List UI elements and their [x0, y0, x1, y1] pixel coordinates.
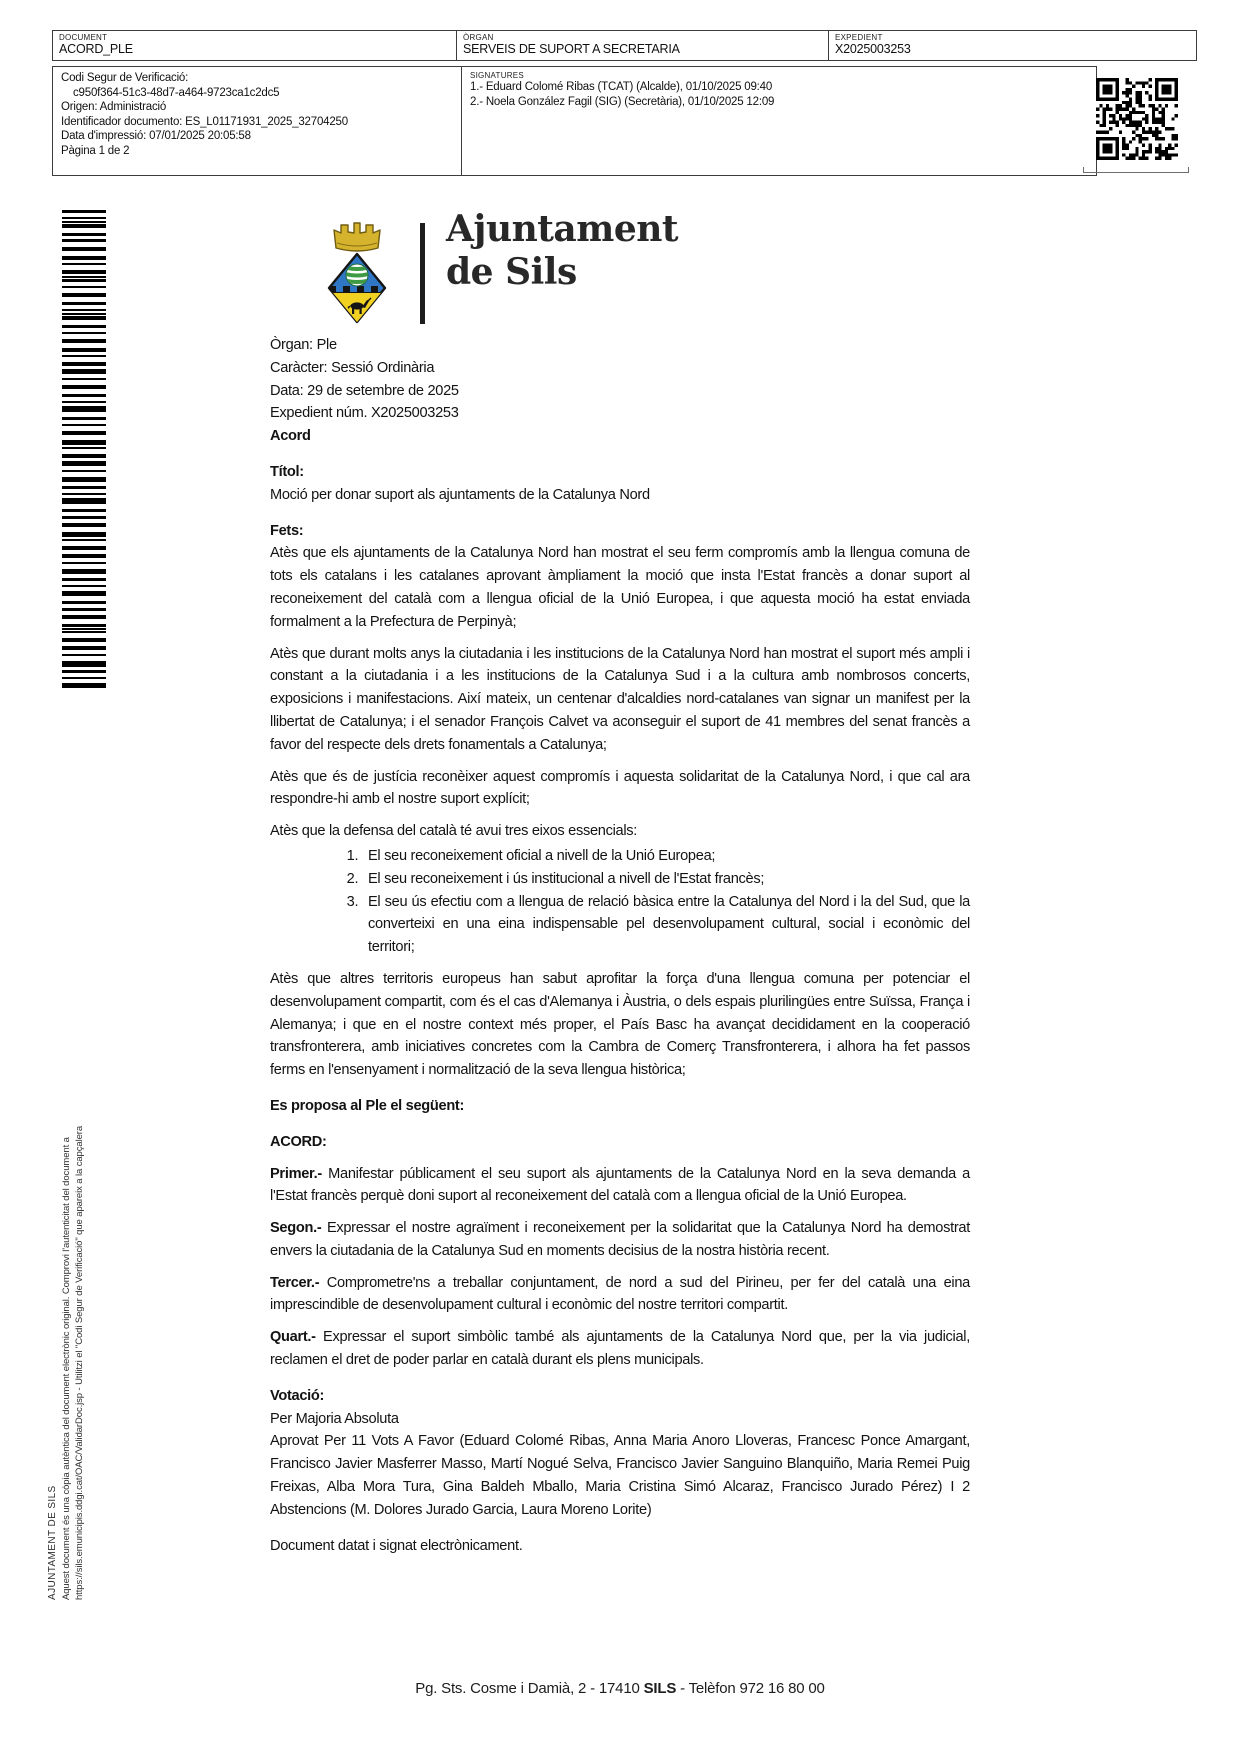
- heading-votacio: Votació:: [270, 1387, 325, 1404]
- qr-frame-bracket: [1083, 167, 1189, 173]
- sidebar-validation-url: https://sils.emunicipis.ddgi.cat/OAC/ValidarDoc.jsp - Utilitzi el "Codi Segur de Verificació" que apareix a la capçalera: [73, 1125, 85, 1600]
- signature-entry-1: 1.- Eduard Colomé Ribas (TCAT) (Alcalde), 01/10/2025 09:40: [470, 81, 773, 93]
- header-verification-table: [52, 66, 1097, 176]
- sidebar-authenticity-block: [46, 938, 96, 1600]
- paragraph-quart: Quart.- Expressar el suport simbòlic també als ajuntaments de la Catalunya Nord que, per la via judicial, reclamen el dret de poder parlar en català durant els plens municipals.: [270, 1329, 970, 1369]
- meta-caracter: Caràcter: Sessió Ordinària: [270, 359, 435, 376]
- paragraph-fets-2: Atès que durant molts anys la ciutadania i les institucions de la Catalunya Nord han mostrat el suport més ampli i constant a la ciutadania i a les institucions de la Catalunya Sud i a la cultura amb nombrosos concerts, exposicions i manifestacions. Així mateix, un centenar d'alcaldies nord-catalanes van signar un manifest per la llibertat de Catalunya; i el senador François Calvet va aconseguir el suport de 41 membres del senat francès a favor del respecte dels drets fonamentals a Catalunya;: [270, 645, 970, 753]
- heading-fets: Fets:: [270, 522, 304, 539]
- page-number-line: Pàgina 1 de 2: [61, 144, 130, 157]
- votacio-resultat: Aprovat Per 11 Vots A Favor (Eduard Colomé Ribas, Anna Maria Anoro Lloveras, Francesc Ponce Amargant, Francisco Javier Masferrer Masso, Martí Nogué Selva, Francisco Javier Sanguino Blanquiño, Maria Remei Puig Freixas, Alba Mora Tura, Gina Baldeh Mballo, Maria Cristina Simó Alcaraz, Francisco Jurado Pérez) I 2 Abstencions (M. Dolores Jurado Garcia, Laura Moreno Lorite): [270, 1433, 970, 1518]
- meta-data: Data: 29 de setembre de 2025: [270, 382, 459, 399]
- verification-cell: [53, 67, 462, 175]
- organ-label: ÒRGAN: [463, 33, 494, 42]
- paragraph-primer: Primer.- Manifestar públicament el seu suport als ajuntaments de la Catalunya Nord en la seva demanda a l'Estat francès perquè doni suport al reconeixement del català com a llengua oficial de la Unió Europea.: [270, 1165, 970, 1205]
- doc-identifier-line: Identificador documento: ES_L01171931_2025_32704250: [61, 115, 348, 128]
- closing-statement: Document datat i signat electrònicament.: [270, 1537, 523, 1554]
- titol-text: Moció per donar suport als ajuntaments de la Catalunya Nord: [270, 486, 650, 503]
- document-label: DOCUMENT: [59, 33, 108, 42]
- meta-organ: Òrgan: Ple: [270, 337, 337, 353]
- csv-label: Codi Segur de Verificació:: [61, 72, 189, 84]
- expedient-value: X2025003253: [835, 42, 911, 56]
- meta-acord: Acord: [270, 428, 311, 445]
- header-cell-expedient: [829, 31, 1196, 60]
- paragraph-fets-1: Atès que els ajuntaments de la Catalunya Nord han mostrat el seu ferm compromís amb la llengua comuna de tots els catalans i les catalanes aprovant àmpliament la moció que insta l'Estat francès a donar suport al reconeixement del català com a llengua oficial de la Unió Europea, i que aquesta moció ha estat enviada formalment a la Prefectura de Perpinyà;: [270, 545, 970, 630]
- document-body: [270, 334, 970, 1557]
- paragraph-fets-5: Atès que altres territoris europeus han sabut aprofitar la força d'una llengua comuna per potenciar el desenvolupament compartit, com és el cas d'Alemanya i Àustria, o dels espais plurilingües entre Suïssa, França i Alemanya; i que en el nostre context més proper, el País Basc ha avançat decididament en la cooperació transfronterera, amb iniciatives concretes com la Cambra de Comerç Transfronterera, i alhora ha fet passos ferms en l'ensenyament i normalització de la seva llengua històrica;: [270, 970, 970, 1079]
- paragraph-segon: Segon.- Expressar el nostre agraïment i reconeixement per la solidaritat que la Catalunya Nord ha demostrat envers la ciutadania de la Catalunya Sud en moments decisius de la nostra història recent.: [270, 1220, 970, 1259]
- heading-titol: Títol:: [270, 463, 304, 480]
- logo-wordmark: [446, 208, 678, 294]
- paragraph-fets-3: Atès que és de justícia reconèixer aquest compromís i aquesta solidaritat de la Catalunya Nord, i que cal ara respondre-hi amb el nostre suport explícit;: [270, 768, 970, 808]
- sidebar-authenticity-line1: Aquest document és una còpia autèntica del document electrònic original. Comprovi l'autenticitat del document a: [61, 1137, 72, 1600]
- list-item: 1. El seu reconeixement oficial a nivell de la Unió Europea;: [362, 845, 970, 868]
- document-value: ACORD_PLE: [59, 42, 133, 56]
- list-item: 2. El seu reconeixement i ús institucional a nivell de l'Estat francès;: [362, 868, 970, 891]
- paragraph-tercer: Tercer.- Comprometre'ns a treballar conjuntament, de nord a sud del Pirineu, per fer del català una eina imprescindible de desenvolupament cultural i econòmic del nostre territori compartit.: [270, 1274, 970, 1314]
- signatures-label: SIGNATURES: [470, 71, 524, 80]
- header-cell-organ: [457, 31, 829, 60]
- logo-wordmark-line2: de Sils: [446, 251, 577, 293]
- mural-crown-icon: [334, 223, 380, 251]
- signature-entry-2: 2.- Noela González Fagil (SIG) (Secretària), 01/10/2025 12:09: [470, 95, 775, 108]
- sidebar-org-name: AJUNTAMENT DE SILS: [47, 1485, 58, 1600]
- footer-address: Pg. Sts. Cosme i Damià, 2 - 17410 SILS - Telèfon 972 16 80 00: [415, 1680, 825, 1697]
- origin-line: Origen: Administració: [61, 101, 167, 114]
- expedient-label: EXPEDIENT: [835, 33, 883, 42]
- session-metadata: [270, 334, 970, 448]
- vertical-barcode: [62, 210, 106, 692]
- header-metadata-table: [52, 30, 1197, 61]
- csv-code: c950f364-51c3-48d7-a464-9723ca1c2dc5: [73, 86, 280, 99]
- organ-value: SERVEIS DE SUPORT A SECRETARIA: [463, 42, 680, 56]
- paragraph-fets-4: Atès que la defensa del català té avui tres eixos essencials:: [270, 823, 638, 840]
- list-item: 3. El seu ús efectiu com a llengua de relació bàsica entre la Catalunya del Nord i la del Sud, que la converteixi en una eina indispensable pel desenvolupament cultural, social i econòmic del territori;: [362, 891, 970, 959]
- heading-acord: ACORD:: [270, 1133, 327, 1150]
- eixos-list: [270, 845, 970, 959]
- signatures-cell: [462, 67, 1096, 175]
- meta-expedient: Expedient núm. X2025003253: [270, 405, 459, 422]
- print-date-line: Data d'impressió: 07/01/2025 20:05:58: [61, 130, 251, 143]
- sils-coat-of-arms: [326, 218, 388, 324]
- footer-city: SILS: [643, 1680, 677, 1697]
- qr-code: [1096, 78, 1178, 160]
- header-cell-document: [53, 31, 457, 60]
- heading-proposta: Es proposa al Ple el següent:: [270, 1097, 465, 1114]
- logo-divider-bar: [420, 223, 425, 324]
- votacio-majoria: Per Majoria Absoluta: [270, 1410, 399, 1427]
- logo-wordmark-line1: Ajuntament: [446, 208, 679, 250]
